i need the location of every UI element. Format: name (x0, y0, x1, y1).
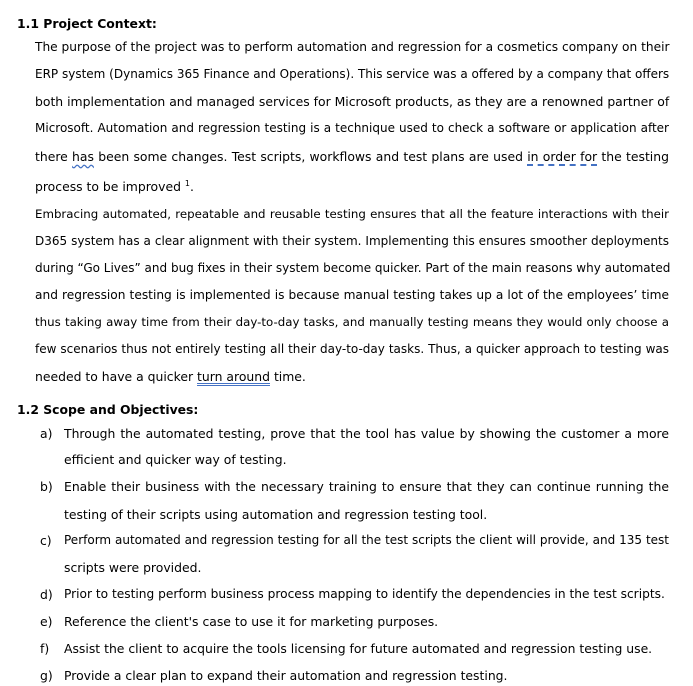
list-item-text: Reference the client's case to use it for marketing purposes. (64, 614, 439, 629)
list-item-text: Perform automated and regression testing for all the test scripts the client will provide, and 135 test (64, 533, 669, 547)
list-item-text: Assist the client to acquire the tools licensing for future automated and regression testing use. (64, 641, 653, 656)
text-line: Microsoft. Automation and regression testing is a technique used to check a software or application after (35, 121, 669, 135)
text-line (35, 179, 669, 194)
list-marker: g) (40, 668, 53, 683)
text-segment: the testing (601, 149, 669, 164)
text-line (35, 149, 669, 164)
list-item-text: Prior to testing perform business process mapping to identify the dependencies in the test scripts. (64, 587, 665, 601)
list-marker: b) (40, 479, 53, 494)
text-line: both implementation and managed services for Microsoft products, as they are a renowned partner of (35, 94, 670, 109)
list-marker: f) (40, 641, 50, 656)
text-line: and regression testing is implemented is because manual testing takes up a lot of the employees’ time (35, 288, 669, 302)
text-line: The purpose of the project was to perform automation and regression for a cosmetics company on their (35, 40, 670, 54)
text-line: during “Go Lives” and bug fixes in their system become quicker. Part of the main reasons why automated (35, 261, 671, 275)
list-item-text: Through the automated testing, prove that the tool has value by showing the customer a more (64, 426, 669, 441)
text-segment: time. (273, 369, 306, 384)
text-line: few scenarios thus not entirely testing all their day-to-day tasks. Thus, a quicker approach to testing was (35, 342, 669, 356)
text-segment: there (35, 149, 68, 164)
text-line: ERP system (Dynamics 365 Finance and Operations). This service was a offered by a company that offers (35, 67, 670, 81)
text-segment: process to be improved (35, 179, 181, 194)
text-segment: needed to have a quicker (35, 369, 194, 384)
list-marker: d) (40, 587, 53, 602)
list-marker: e) (40, 614, 53, 629)
list-item-text: testing of their scripts using automation and regression testing tool. (64, 507, 488, 522)
section-heading-project-context: 1.1 Project Context: (17, 16, 157, 31)
list-marker: c) (40, 533, 52, 548)
section-heading-scope-objectives: 1.2 Scope and Objectives: (17, 402, 199, 417)
text-segment: been some changes. Test scripts, workflows and test plans are used (98, 149, 523, 164)
grammar-flag-has[interactable]: has (72, 149, 94, 164)
text-line: Embracing automated, repeatable and reusable testing ensures that all the feature interactions with their (35, 207, 669, 221)
list-item-text: scripts were provided. (64, 560, 202, 575)
list-item-text: efficient and quicker way of testing. (64, 452, 287, 467)
grammar-flag-turn-around[interactable]: turn around (197, 369, 270, 384)
footnote-reference[interactable]: 1 (184, 179, 191, 188)
grammar-flag-in-order-for[interactable]: in order for (527, 149, 598, 164)
list-marker: a) (40, 426, 53, 441)
text-line: thus taking away time from their day-to-day tasks, and manually testing means they would only choose a (35, 315, 669, 329)
text-line (35, 369, 669, 384)
text-line: D365 system has a clear alignment with their system. Implementing this ensures smoother deployments (35, 234, 669, 248)
list-item-text: Provide a clear plan to expand their automation and regression testing. (64, 668, 508, 683)
text-segment: . (190, 179, 194, 194)
list-item-text: Enable their business with the necessary training to ensure that they can continue running the (64, 479, 669, 494)
